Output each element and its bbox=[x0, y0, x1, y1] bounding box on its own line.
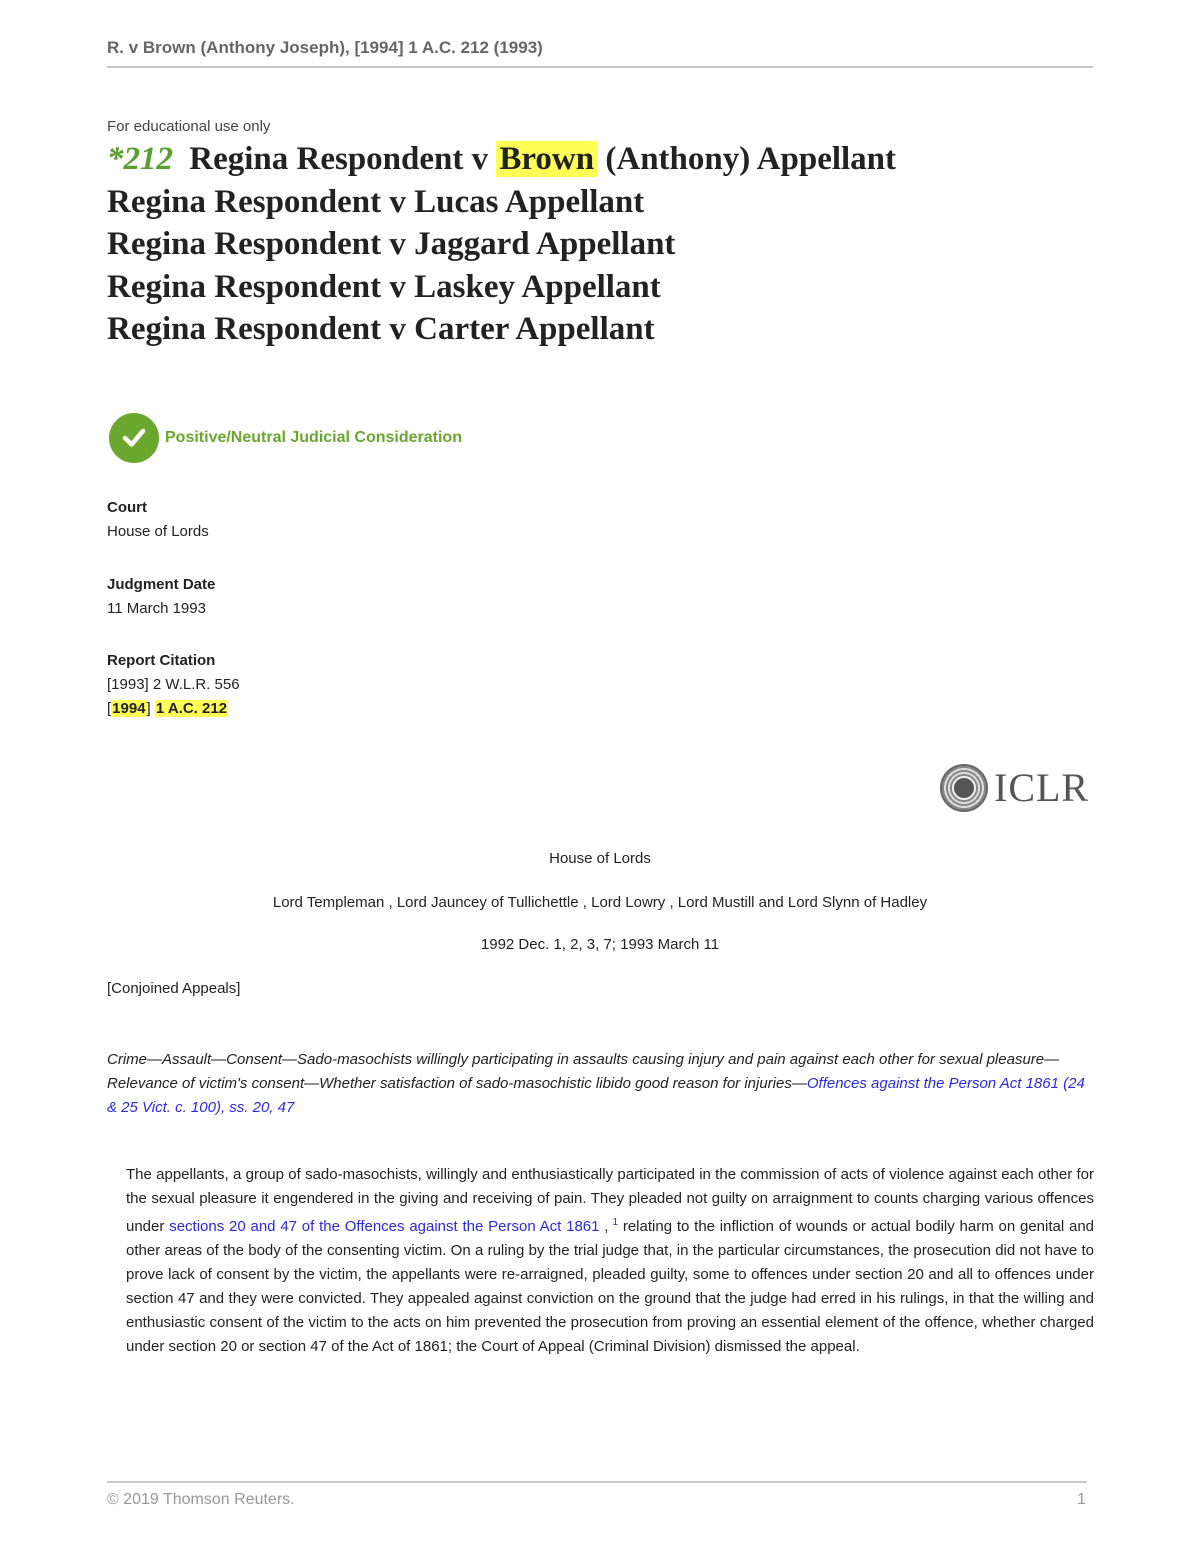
headnote-comma: , bbox=[604, 1218, 609, 1235]
check-circle-icon bbox=[109, 413, 159, 463]
court-section bbox=[107, 496, 209, 544]
status-label: Positive/Neutral Judicial Consideration bbox=[165, 429, 462, 446]
page-number: 1 bbox=[1077, 1491, 1086, 1508]
citation-2-ref: 1 A.C. 212 bbox=[155, 700, 228, 717]
judgment-date-label: Judgment Date bbox=[107, 576, 216, 593]
headnote-part-2: relating to the infliction of wounds or actual bodily harm on genital and other areas of the body of the consenting victim. On a ruling by the trial judge that, in the particular circumstances, the prosecution did not have to prove lack of consent by the victim, the appellants were re-arraigned, pleaded guilty, some to offences under section 20 and all to offences under section 47 and they were convicted. They appealed against conviction on the ground that the judge had erred in his rulings, in that the willing and enthusiastic consent of the victim to the acts on him prevented the prosecution from proving an essential element of the offence, whether charged under section 20 or section 47 of the Act of 1861; the Court of Appeal (Criminal Division) dismissed the appeal. bbox=[126, 1218, 1095, 1355]
court-value: House of Lords bbox=[107, 523, 209, 540]
report-citation-label: Report Citation bbox=[107, 652, 216, 669]
judgment-date-section bbox=[107, 573, 215, 621]
copyright-notice: © 2019 Thomson Reuters. bbox=[107, 1491, 295, 1508]
citation-2-close: ] bbox=[146, 700, 151, 717]
citation-2-open: [ bbox=[107, 700, 112, 717]
court-label: Court bbox=[107, 499, 147, 516]
judgment-date-value: 11 March 1993 bbox=[107, 600, 206, 617]
headnote-paragraph bbox=[126, 1163, 1094, 1359]
catchwords bbox=[107, 1048, 1097, 1120]
judges-list: Lord Templeman , Lord Jauncey of Tullichettle , Lord Lowry , Lord Mustill and Lord Slynn of Hadley bbox=[272, 894, 928, 911]
citation-2 bbox=[107, 697, 240, 721]
star-page-number: *212 bbox=[107, 141, 173, 177]
highlighted-search-term: Brown bbox=[496, 141, 597, 177]
case-title-1-suffix: (Anthony) Appellant bbox=[605, 141, 897, 177]
case-title-line-4: Regina Respondent v Laskey Appellant bbox=[107, 268, 661, 305]
headnote-part-1: The appellants, a group of sado-masochists, willingly and enthusiastically participated in the commission of acts of violence against each other for the sexual pleasure it engendered in the giving and receiving of pain. They pleaded not guilty on arraignment to counts charging various offences under bbox=[126, 1166, 1094, 1235]
educational-use-notice: For educational use only bbox=[107, 118, 271, 135]
document-header-title: R. v Brown (Anthony Joseph), [1994] 1 A.C. 212 (1993) bbox=[107, 38, 543, 57]
catchwords-text: Crime—Assault—Consent—Sado-masochists willingly participating in assaults causing injury and pain against each other for sexual pleasure—Relevance of victim's consent—Whether satisfaction of sado-masochistic libido good reason for injuries— bbox=[107, 1051, 1060, 1092]
hearing-dates: 1992 Dec. 1, 2, 3, 7; 1993 March 11 bbox=[480, 936, 720, 953]
catchwords-statute-link[interactable]: Offences against the Person Act 1861 (24 & 25 Vict. c. 100), ss. 20, 47 bbox=[107, 1075, 1085, 1116]
iclr-seal-icon bbox=[940, 764, 988, 812]
header-divider bbox=[107, 66, 1093, 68]
citation-1: [1993] 2 W.L.R. 556 bbox=[107, 676, 240, 693]
case-title-line-2: Regina Respondent v Lucas Appellant bbox=[107, 183, 645, 220]
citation-2-year: 1994 bbox=[112, 700, 146, 717]
case-title-line-5: Regina Respondent v Carter Appellant bbox=[107, 311, 655, 347]
footnote-link[interactable]: 1 bbox=[612, 1217, 619, 1228]
conjoined-appeals: [Conjoined Appeals] bbox=[107, 980, 241, 997]
judicial-consideration-status[interactable] bbox=[109, 413, 462, 463]
footer-divider bbox=[107, 1481, 1087, 1483]
case-title-line-1 bbox=[107, 138, 1107, 181]
iclr-logo bbox=[940, 764, 1089, 812]
report-citation-section bbox=[107, 649, 240, 721]
iclr-logo-text: ICLR bbox=[994, 765, 1090, 810]
case-title-line-3: Regina Respondent v Jaggard Appellant bbox=[107, 226, 676, 262]
case-title-1-prefix: Regina Respondent v bbox=[189, 141, 489, 177]
case-titles bbox=[107, 138, 1107, 351]
court-heading: House of Lords bbox=[549, 850, 651, 867]
statute-link[interactable]: sections 20 and 47 of the Offences against the Person Act 1861 bbox=[169, 1218, 600, 1235]
